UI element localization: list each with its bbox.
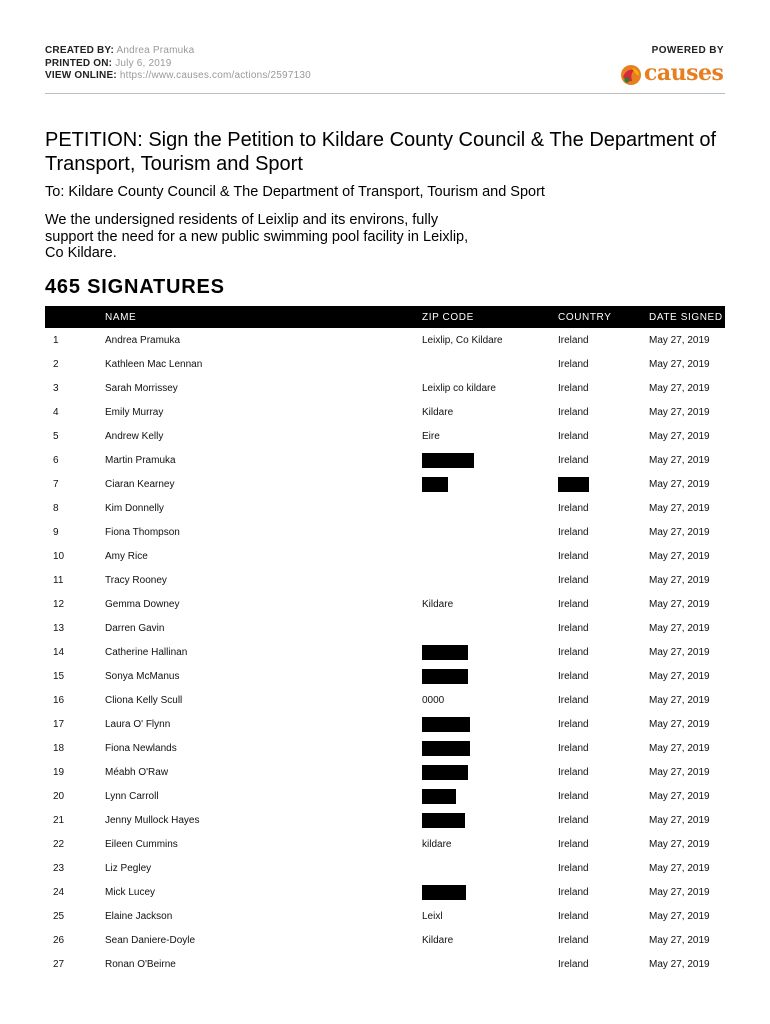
date-signed: May 27, 2019 (649, 526, 710, 538)
date-signed: May 27, 2019 (649, 742, 710, 754)
date-signed: May 27, 2019 (649, 430, 710, 442)
date-signed: May 27, 2019 (649, 670, 710, 682)
row-number: 21 (53, 814, 65, 826)
table-row (45, 448, 725, 472)
signer-zip: Leixl (422, 910, 443, 922)
signer-zip (422, 496, 558, 520)
signer-name: Gemma Downey (105, 598, 180, 610)
row-number: 25 (53, 910, 65, 922)
signer-zip (422, 664, 558, 688)
row-number: 15 (53, 670, 65, 682)
signer-name: Lynn Carroll (105, 790, 159, 802)
signer-country: Ireland (558, 958, 589, 970)
date-signed: May 27, 2019 (649, 958, 710, 970)
signer-country: Ireland (558, 550, 589, 562)
signer-name: Jenny Mullock Hayes (105, 814, 200, 826)
signer-name: Fiona Newlands (105, 742, 177, 754)
row-number: 3 (53, 382, 59, 394)
signer-country: Ireland (558, 430, 589, 442)
redaction-block (422, 885, 466, 900)
date-signed: May 27, 2019 (649, 886, 710, 898)
date-signed: May 27, 2019 (649, 406, 710, 418)
signer-name: Sonya McManus (105, 670, 180, 682)
signer-country: Ireland (558, 814, 589, 826)
table-row (45, 424, 725, 448)
table-row (45, 496, 725, 520)
signer-name: Andrea Pramuka (105, 334, 181, 346)
row-number: 26 (53, 934, 65, 946)
row-number: 1 (53, 334, 59, 346)
signer-country: Ireland (558, 718, 589, 730)
signer-name: Catherine Hallinan (105, 646, 188, 658)
signer-country: Ireland (558, 454, 589, 466)
table-row (45, 376, 725, 400)
table-row (45, 472, 725, 496)
signer-country: Ireland (558, 622, 589, 634)
date-signed: May 27, 2019 (649, 838, 710, 850)
table-row (45, 736, 725, 760)
table-row (45, 568, 725, 592)
signer-zip: 0000 (422, 694, 445, 706)
date-signed: May 27, 2019 (649, 502, 710, 514)
table-header-row (45, 306, 725, 328)
date-signed: May 27, 2019 (649, 694, 710, 706)
signer-country: Ireland (558, 406, 589, 418)
date-signed: May 27, 2019 (649, 718, 710, 730)
causes-logo (618, 62, 728, 88)
table-row (45, 592, 725, 616)
signer-zip (422, 808, 558, 832)
table-row (45, 952, 725, 976)
table-row (45, 904, 725, 928)
signer-name: Ronan O'Beirne (105, 958, 176, 970)
signer-zip (422, 736, 558, 760)
table-row (45, 400, 725, 424)
row-number: 19 (53, 766, 65, 778)
signer-zip (422, 880, 558, 904)
signer-zip (422, 952, 558, 976)
created-by-value: Andrea Pramuka (116, 45, 195, 56)
redaction-block (422, 477, 448, 492)
signer-name: Kim Donnelly (105, 502, 164, 514)
signer-country: Ireland (558, 862, 589, 874)
date-signed: May 27, 2019 (649, 574, 710, 586)
table-row (45, 808, 725, 832)
signer-zip (422, 856, 558, 880)
powered-by-label: POWERED BY (651, 45, 724, 56)
date-signed: May 27, 2019 (649, 646, 710, 658)
date-signed: May 27, 2019 (649, 478, 710, 490)
col-number-header (45, 306, 105, 328)
row-number: 24 (53, 886, 65, 898)
signer-name: Darren Gavin (105, 622, 165, 634)
row-number: 20 (53, 790, 65, 802)
redaction-block (558, 477, 589, 492)
signer-name: Elaine Jackson (105, 910, 173, 922)
row-number: 2 (53, 358, 59, 370)
view-online-line: VIEW ONLINE: https://www.causes.com/actions/2597130 (45, 70, 311, 81)
view-online-link[interactable]: https://www.causes.com/actions/2597130 (119, 70, 311, 81)
signer-country: Ireland (558, 598, 589, 610)
signer-country: Ireland (558, 886, 589, 898)
date-signed: May 27, 2019 (649, 934, 710, 946)
created-by-line: CREATED BY: Andrea Pramuka (45, 45, 195, 56)
date-signed: May 27, 2019 (649, 766, 710, 778)
table-row (45, 328, 725, 352)
printed-on-line: PRINTED ON: July 6, 2019 (45, 57, 172, 69)
table-row (45, 880, 725, 904)
header-divider (45, 93, 725, 94)
table-row (45, 832, 725, 856)
signer-country: Ireland (558, 670, 589, 682)
redaction-block (422, 813, 465, 828)
table-row (45, 784, 725, 808)
date-signed: May 27, 2019 (649, 454, 710, 466)
date-signed: May 27, 2019 (649, 598, 710, 610)
signer-country (558, 472, 649, 496)
signer-name: Ciaran Kearney (105, 478, 175, 490)
row-number: 5 (53, 430, 59, 442)
redaction-block (422, 453, 474, 468)
row-number: 4 (53, 406, 59, 418)
date-signed: May 27, 2019 (649, 814, 710, 826)
signer-zip (422, 544, 558, 568)
row-number: 10 (53, 550, 65, 562)
signer-name: Eileen Cummins (105, 838, 178, 850)
table-row (45, 520, 725, 544)
signer-zip: Kildare (422, 598, 454, 610)
table-row (45, 616, 725, 640)
signer-name: Martin Pramuka (105, 454, 176, 466)
signer-country: Ireland (558, 742, 589, 754)
causes-logo-icon (618, 62, 644, 88)
row-number: 23 (53, 862, 65, 874)
redaction-block (422, 789, 456, 804)
signer-zip (422, 760, 558, 784)
signer-zip (422, 520, 558, 544)
table-row (45, 544, 725, 568)
signer-name: Liz Pegley (105, 862, 152, 874)
redaction-block (422, 765, 468, 780)
signer-zip (422, 616, 558, 640)
table-row (45, 664, 725, 688)
signatures-table (45, 306, 725, 976)
date-signed: May 27, 2019 (649, 910, 710, 922)
redaction-block (422, 717, 470, 732)
signer-country: Ireland (558, 646, 589, 658)
signer-country: Ireland (558, 910, 589, 922)
table-row (45, 712, 725, 736)
signer-country: Ireland (558, 790, 589, 802)
signer-name: Laura O' Flynn (105, 718, 171, 730)
signer-name: Amy Rice (105, 550, 148, 562)
col-date-header: DATE SIGNED (649, 311, 723, 323)
signer-country: Ireland (558, 334, 589, 346)
row-number: 11 (53, 574, 64, 586)
date-signed: May 27, 2019 (649, 334, 710, 346)
signer-zip (422, 568, 558, 592)
signer-zip: Eire (422, 430, 440, 442)
col-name-header: NAME (105, 311, 137, 323)
signer-name: Cliona Kelly Scull (105, 694, 183, 706)
signer-zip (422, 784, 558, 808)
date-signed: May 27, 2019 (649, 382, 710, 394)
row-number: 12 (53, 598, 65, 610)
signer-name: Mick Lucey (105, 886, 156, 898)
table-row (45, 640, 725, 664)
signer-country: Ireland (558, 694, 589, 706)
row-number: 14 (53, 646, 65, 658)
row-number: 22 (53, 838, 65, 850)
signer-name: Tracy Rooney (105, 574, 167, 586)
row-number: 9 (53, 526, 59, 538)
row-number: 27 (53, 958, 65, 970)
signer-country: Ireland (558, 382, 589, 394)
row-number: 16 (53, 694, 65, 706)
signer-zip: Kildare (422, 934, 454, 946)
signer-zip (422, 472, 558, 496)
petition-recipient: To: Kildare County Council & The Department of Transport, Tourism and Sport (45, 184, 545, 200)
signer-name: Sarah Morrissey (105, 382, 178, 394)
row-number: 18 (53, 742, 65, 754)
table-row (45, 352, 725, 376)
signer-zip (422, 712, 558, 736)
date-signed: May 27, 2019 (649, 862, 710, 874)
signer-name: Kathleen Mac Lennan (105, 358, 203, 370)
redaction-block (422, 669, 468, 684)
signer-country: Ireland (558, 574, 589, 586)
signer-name: Emily Murray (105, 406, 164, 418)
signer-name: Fiona Thompson (105, 526, 180, 538)
table-row (45, 688, 725, 712)
signatures-body (45, 328, 725, 976)
date-signed: May 27, 2019 (649, 358, 710, 370)
petition-title: PETITION: Sign the Petition to Kildare County Council & The Department of Transport, Tourism and Sport (45, 129, 717, 175)
redaction-block (422, 645, 468, 660)
signer-name: Méabh O'Raw (105, 766, 169, 778)
signer-zip (422, 352, 558, 376)
row-number: 7 (53, 478, 59, 490)
row-number: 17 (53, 718, 65, 730)
signer-country: Ireland (558, 502, 589, 514)
date-signed: May 27, 2019 (649, 622, 710, 634)
signer-zip: Leixlip, Co Kildare (422, 334, 503, 346)
signer-country: Ireland (558, 526, 589, 538)
causes-logo-text: causes (644, 60, 724, 86)
date-signed: May 27, 2019 (649, 790, 710, 802)
signer-zip: kildare (422, 838, 452, 850)
signer-zip: Leixlip co kildare (422, 382, 496, 394)
table-row (45, 928, 725, 952)
col-country-header: COUNTRY (558, 311, 612, 323)
signer-name: Sean Daniere-Doyle (105, 934, 196, 946)
signer-zip (422, 448, 558, 472)
col-zip-header: ZIP CODE (422, 311, 474, 323)
redaction-block (422, 741, 470, 756)
signer-zip: Kildare (422, 406, 454, 418)
document-meta (45, 45, 311, 83)
printed-on-value: July 6, 2019 (115, 57, 172, 69)
table-row (45, 760, 725, 784)
petition-description: We the undersigned residents of Leixlip and its environs, fully support the need for a new public swimming pool facility in Leixlip, Co Kildare. (45, 212, 469, 261)
signer-country: Ireland (558, 358, 589, 370)
signer-zip (422, 640, 558, 664)
row-number: 13 (53, 622, 65, 634)
signature-count: 465 SIGNATURES (45, 276, 225, 298)
signer-country: Ireland (558, 838, 589, 850)
table-row (45, 856, 725, 880)
row-number: 8 (53, 502, 59, 514)
signer-country: Ireland (558, 934, 589, 946)
signer-name: Andrew Kelly (105, 430, 164, 442)
date-signed: May 27, 2019 (649, 550, 710, 562)
signer-country: Ireland (558, 766, 589, 778)
row-number: 6 (53, 454, 59, 466)
